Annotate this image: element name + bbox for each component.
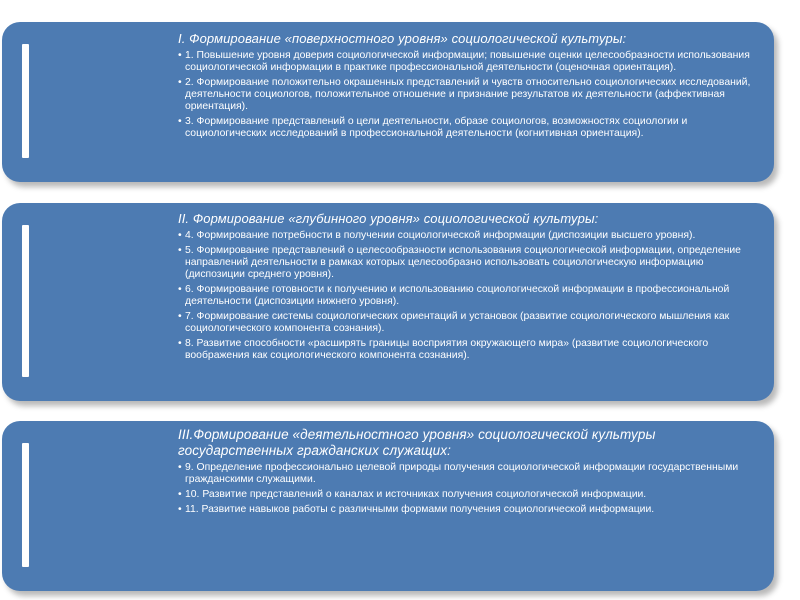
bullet-icon: • <box>178 489 182 500</box>
bullet-icon: • <box>178 284 182 295</box>
list-item-text: 10. Развитие представлений о каналах и источниках получения социологической информации. <box>185 489 647 500</box>
section-panel-2 <box>2 203 774 401</box>
list-item-text: 3. Формирование представлений о цели деятельности, образе социологов, возможностях социологии и социологических исследований в профессиональной деятельности (когнитивная ориентация). <box>185 116 688 139</box>
list-item-text: 7. Формирование системы социологических ориентаций и установок (развитие социологического мышления как социологического компонента сознания). <box>185 311 730 334</box>
section-3-heading: III.Формирование «деятельностного уровня» социологической культуры государственных гражданских служащих: <box>178 427 656 458</box>
section-3-content <box>178 427 766 519</box>
list-item-text: 1. Повышение уровня доверия социологической информации; повышение оценки целесообразности использования социологической информации в практике профессиональной деятельности (оценочная ориентация). <box>185 50 750 73</box>
section-2-heading: II. Формирование «глубинного уровня» социологической культуры: <box>178 211 599 226</box>
list-item-text: 5. Формирование представлений о целесообразности использования социологической информации, определение направлений деятельности в рамках которых целесообразно использовать социологическую информацию (диспозиции среднего уровня). <box>185 245 741 280</box>
list-item <box>178 462 766 486</box>
list-item <box>178 489 766 501</box>
section-2-list <box>178 230 766 362</box>
bullet-icon: • <box>178 462 182 473</box>
list-item <box>178 116 766 140</box>
list-item-text: 8. Развитие способности «расширять границы восприятия окружающего мира» (развитие социологического воображения как социологического компонента сознания). <box>185 338 709 361</box>
section-panel-3 <box>2 421 774 591</box>
list-item <box>178 230 766 242</box>
section-1-content <box>178 28 766 143</box>
bullet-icon: • <box>178 338 182 349</box>
section-1-heading: I. Формирование «поверхностного уровня» социологической культуры: <box>178 31 627 46</box>
list-item <box>178 245 766 281</box>
section-1-accent-bar <box>22 44 29 158</box>
section-1-list <box>178 50 766 140</box>
bullet-icon: • <box>178 77 182 88</box>
section-panel-1 <box>2 22 774 182</box>
section-2-content <box>178 209 766 365</box>
list-item <box>178 50 766 74</box>
section-2-accent-bar <box>22 225 29 377</box>
list-item-text: 2. Формирование положительно окрашенных представлений и чувств относительно социологических исследований, деятельности социологов, положительное отношение и признание результатов их деятельности (аффективная ориентация). <box>185 77 751 112</box>
bullet-icon: • <box>178 245 182 256</box>
list-item <box>178 338 766 362</box>
list-item-text: 11. Развитие навыков работы с различными формами получения социологической информации. <box>185 504 655 515</box>
bullet-icon: • <box>178 504 182 515</box>
list-item <box>178 504 766 516</box>
bullet-icon: • <box>178 116 182 127</box>
list-item <box>178 311 766 335</box>
list-item-text: 9. Определение профессионально целевой природы получения социологической информации государственными гражданскими служащими. <box>185 462 739 485</box>
section-3-list <box>178 462 766 516</box>
list-item <box>178 77 766 113</box>
bullet-icon: • <box>178 50 182 61</box>
section-3-accent-bar <box>22 443 29 567</box>
bullet-icon: • <box>178 311 182 322</box>
list-item <box>178 284 766 308</box>
bullet-icon: • <box>178 230 182 241</box>
list-item-text: 4. Формирование потребности в получении социологической информации (диспозиции высшего уровня). <box>185 230 696 241</box>
list-item-text: 6. Формирование готовности к получению и использованию социологической информации в профессиональной деятельности (диспозиции нижнего уровня). <box>185 284 730 307</box>
